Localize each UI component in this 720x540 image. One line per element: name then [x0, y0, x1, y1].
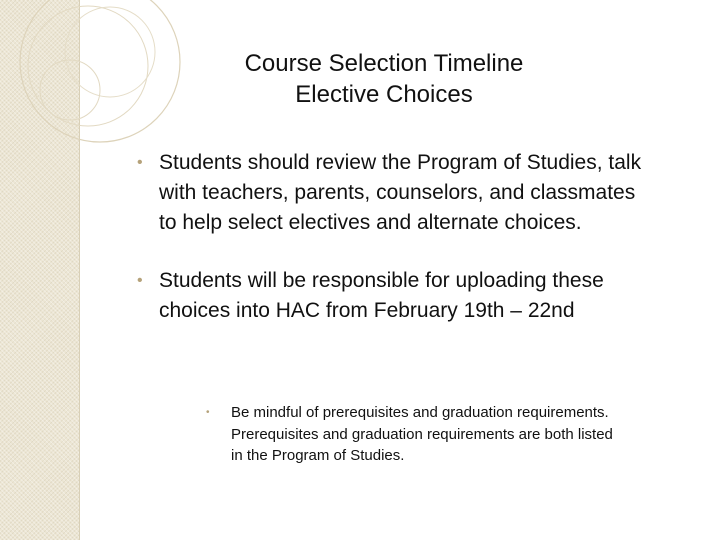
bullet-item — [136, 266, 656, 326]
sub-bullet-list — [200, 402, 620, 467]
slide-title-line-1: Course Selection Timeline — [244, 50, 524, 77]
bullet-list — [136, 148, 656, 326]
sub-bullet-icon: • — [206, 407, 210, 418]
bullet-icon: • — [137, 154, 143, 171]
sub-bullet-item — [200, 402, 620, 467]
bullet-icon: • — [137, 272, 143, 289]
bullet-text: Students should review the Program of Studies, talk with teachers, parents, counselors, and classmates to help select electives and alternate choices. — [159, 151, 642, 234]
bullet-item — [136, 148, 656, 238]
sub-bullet-text: Be mindful of prerequisites and graduation requirements. Prerequisites and graduation requirements are both listed in the Program of Studies. — [231, 404, 613, 464]
bullet-text: Students will be responsible for uploading these choices into HAC from February 19th – 22nd — [159, 269, 604, 322]
slide-title — [150, 48, 618, 110]
slide-title-line-2: Elective Choices — [295, 81, 473, 108]
